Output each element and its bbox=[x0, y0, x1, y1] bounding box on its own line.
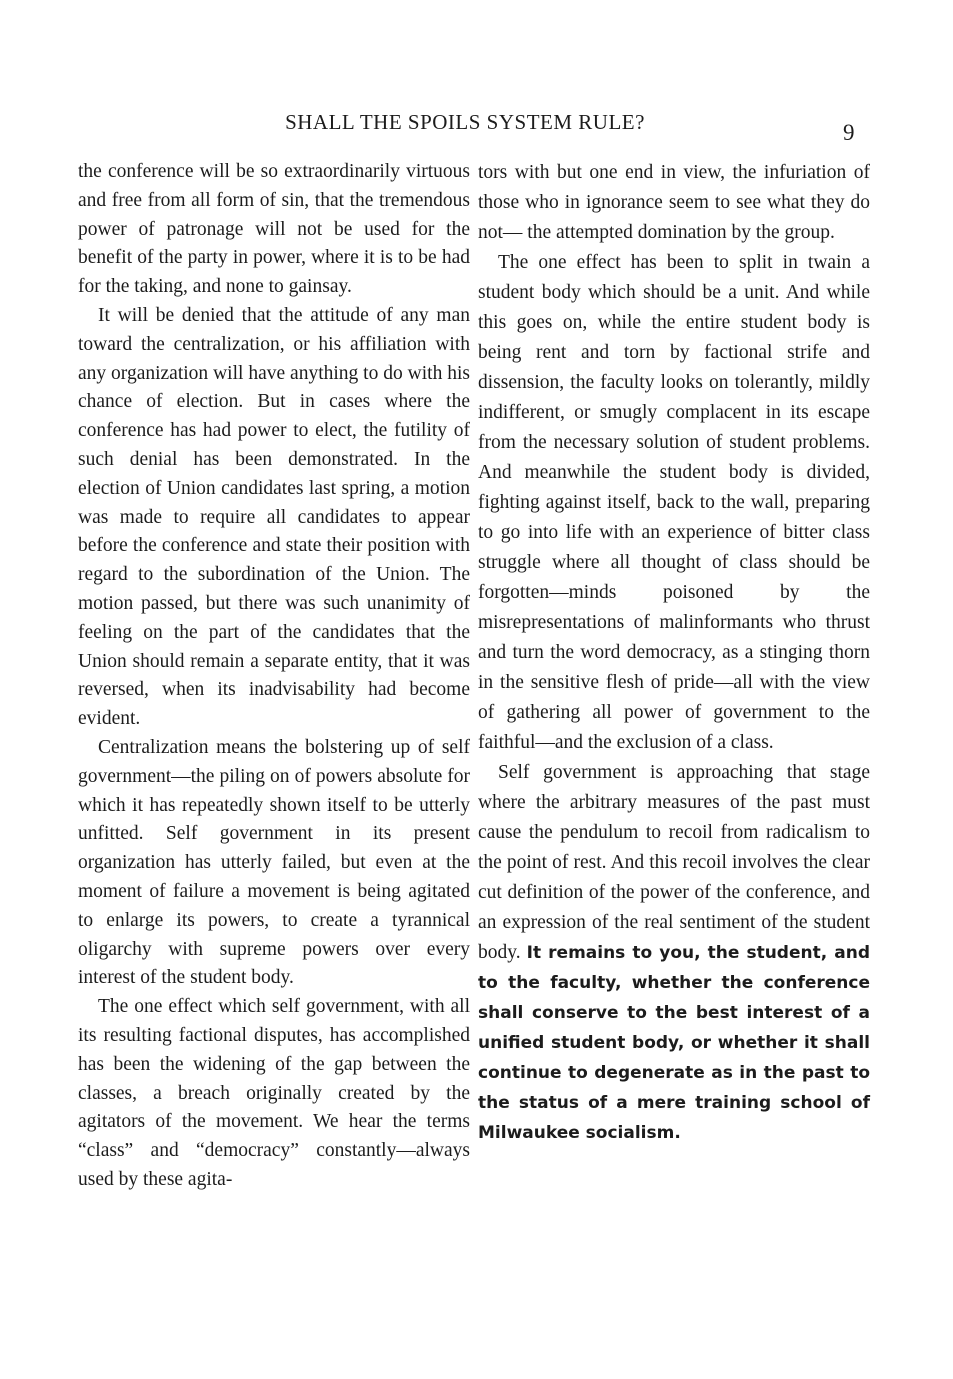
left-column bbox=[78, 158, 470, 1195]
running-head-title: SHALL THE SPOILS SYSTEM RULE? bbox=[285, 110, 645, 134]
right-column bbox=[478, 158, 870, 1148]
paragraph: The one effect which self government, with all its resulting factional disputes, has accomplished has been the widening of the gap between the classes, a breach originally created by the agitators of the movement. We hear the terms “class” and “democracy” constantly—always used by these agita- bbox=[78, 996, 470, 1190]
paragraph: tors with but one end in view, the infuriation of those who in ignorance seem to see what they do not— the attempted domination by the group. bbox=[478, 162, 870, 243]
emphasized-text: It remains to you, the student, and to the faculty, whether the conference shall conserve to the best interest of a unified student body, or whether it shall continue to degenerate as in the past to the status of a mere training school of Milwaukee socialism. bbox=[478, 943, 870, 1143]
paragraph: It will be denied that the attitude of any man toward the centralization, or his affiliation with any organization will have anything to do with his chance of election. But in cases where the conference has had power to elect, the futility of such denial has been demonstrated. In the election of Union candidates last spring, a motion was made to require all candidates to appear before the conference and state their position with regard to the subordination of the Union. The motion passed, but there was such unanimity of feeling on the part of the candidates that the Union should remain a separate entity, that it was reversed, when its inadvisability had become evident. bbox=[78, 304, 470, 730]
paragraph-text: Self government is approaching that stage where the arbitrary measures of the past must cause the pendulum to recoil from radicalism to the point of rest. And this recoil involves the clear cut definition of the power of the conference, and an expression of the real sentiment of the student body. bbox=[478, 762, 870, 963]
paragraph bbox=[478, 758, 870, 1148]
paragraph: The one effect has been to split in twain a student body which should be a unit. And while this goes on, while the entire student body is being rent and torn by factional strife and dissension, the faculty looks on tolerantly, mildly indifferent, or smugly complacent in its escape from the necessary solution of student problems. And meanwhile the student body is divided, fighting against itself, back to the wall, preparing to go into life with an experience of bitter class struggle where all thought of class should be forgotten—minds poisoned by the misrepresentations of malinformants who thrust and turn the word democracy, as a stinging thorn in the sensitive flesh of pride—all with the view of gathering all power of government to the faithful—and the exclusion of a class. bbox=[478, 252, 870, 753]
paragraph: the conference will be so extraordinarily virtuous and free from all form of sin, that the tremendous power of patronage will not be used for the benefit of the party in power, where it is to be had for the taking, and none to gainsay. bbox=[78, 161, 470, 298]
paragraph: Centralization means the bolstering up of self government—the piling on of powers absolute for which it has repeatedly shown itself to be utterly unfitted. Self government in its present organization has utterly failed, but even at the moment of failure a movement is being agitated to enlarge its powers, to create a tyrannical oligarchy with supreme powers over every interest of the student body. bbox=[78, 736, 470, 989]
page-number: 9 bbox=[843, 120, 855, 145]
